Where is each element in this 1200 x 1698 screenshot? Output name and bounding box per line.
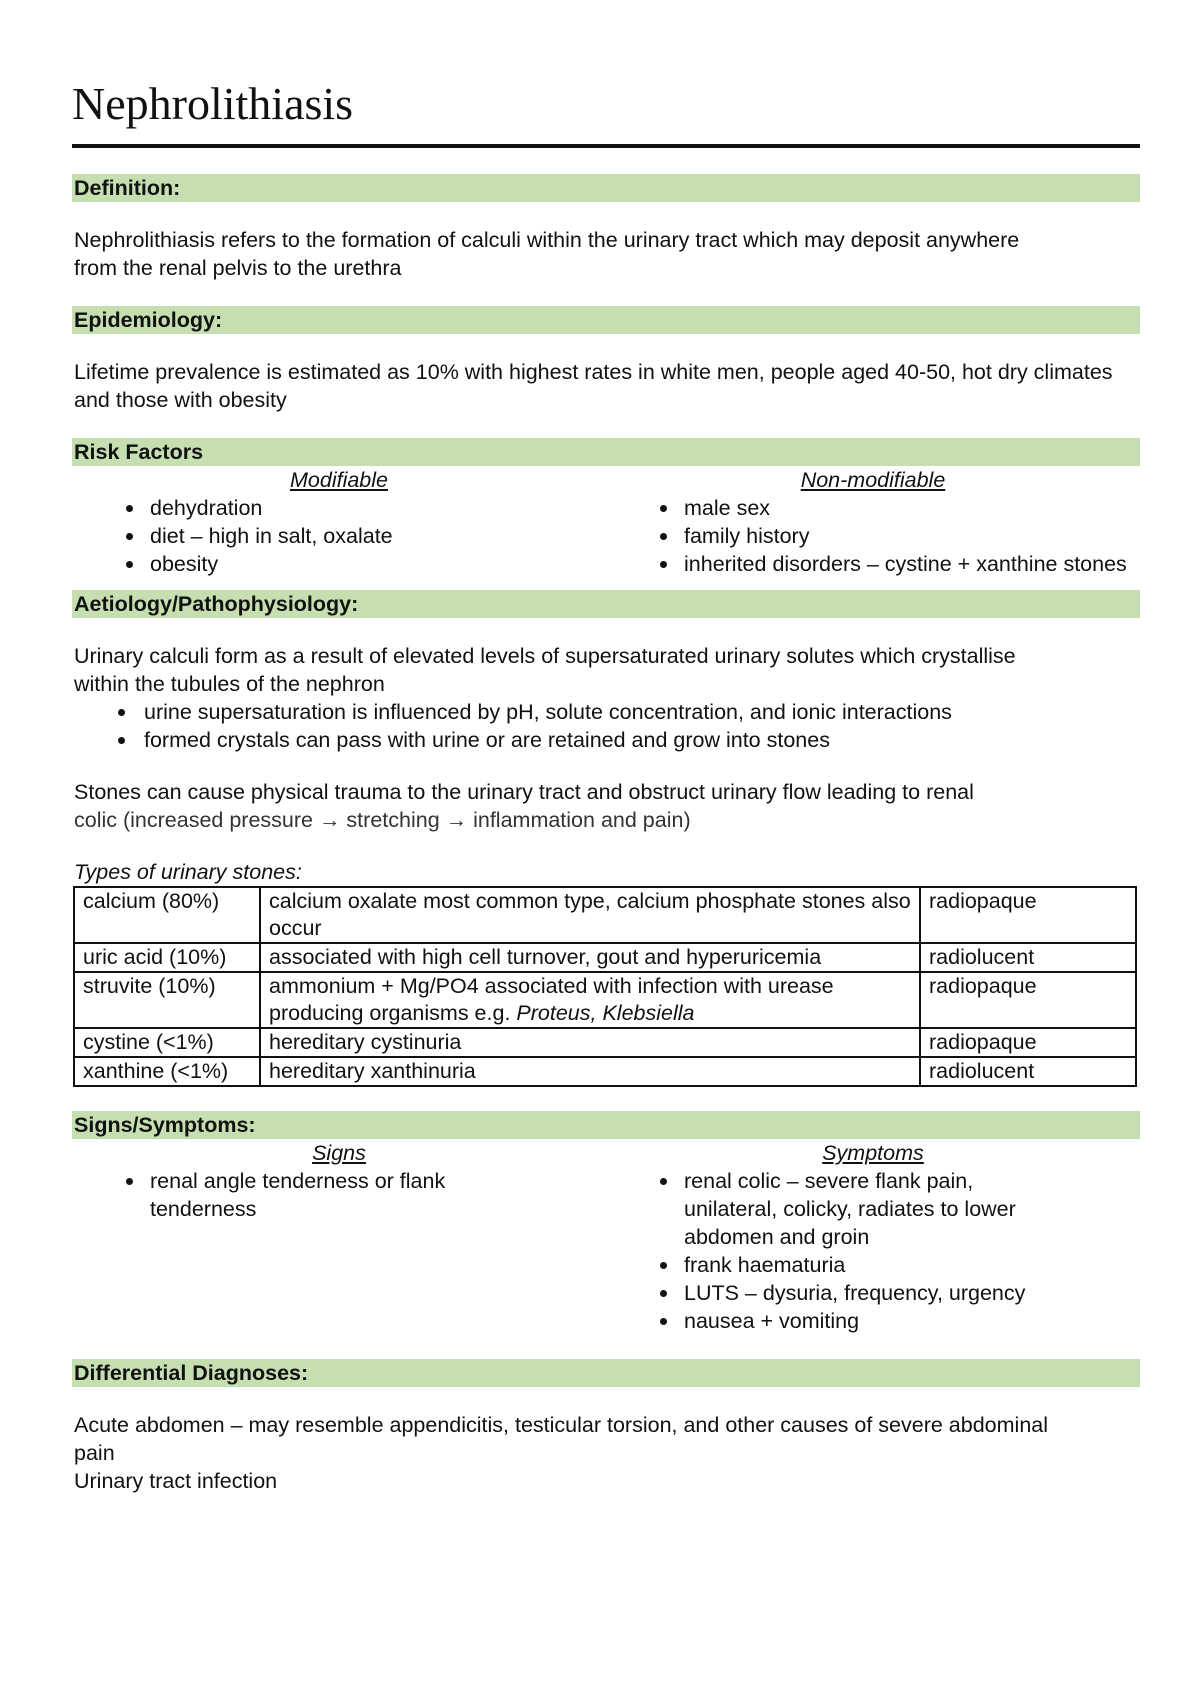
symptoms-title: Symptoms	[822, 1141, 924, 1165]
modifiable-title: Modifiable	[290, 468, 388, 492]
stone-types-caption: Types of urinary stones:	[74, 860, 302, 884]
table-row	[74, 887, 1136, 943]
differential-line-2: Urinary tract infection	[74, 1469, 278, 1493]
list-item: nausea + vomiting	[606, 1307, 1066, 1335]
stone-type-cell: uric acid (10%)	[74, 943, 260, 972]
stone-radio-cell: radiolucent	[920, 1057, 1136, 1086]
table-row	[74, 943, 1136, 972]
symptoms-list	[606, 1167, 1066, 1335]
epidemiology-header: Epidemiology:	[72, 306, 1140, 334]
stone-desc-cell	[260, 1028, 920, 1057]
trauma-text-line-1: Stones can cause physical trauma to the urinary tract and obstruct urinary flow leading to renal	[74, 780, 974, 804]
risk-factors-header: Risk Factors	[72, 438, 1140, 466]
table-row	[74, 1028, 1136, 1057]
stone-desc-text: hereditary cystinuria	[269, 1030, 462, 1054]
epidemiology-text: Lifetime prevalence is estimated as 10% with highest rates in white men, people aged 40-50, hot dry climates and those with obesity	[74, 360, 1113, 412]
list-item: urine supersaturation is influenced by pH, solute concentration, and ionic interactions	[72, 698, 1140, 726]
non-modifiable-column	[606, 466, 1140, 578]
stone-type-cell: xanthine (<1%)	[74, 1057, 260, 1086]
modifiable-column	[72, 466, 606, 578]
stone-desc-text: calcium oxalate most common type, calcium phosphate stones also occur	[269, 889, 911, 940]
aetiology-bullets	[72, 698, 1140, 754]
differential-line-1: Acute abdomen – may resemble appendicitis, testicular torsion, and other causes of severe abdominal pain	[74, 1413, 1049, 1465]
signs-list	[72, 1167, 512, 1223]
signs-column	[72, 1139, 606, 1335]
aetiology-intro: Urinary calculi form as a result of elevated levels of supersaturated urinary solutes which crystallise within the tubules of the nephron	[74, 644, 1016, 696]
stone-type-cell: cystine (<1%)	[74, 1028, 260, 1057]
list-item: family history	[606, 522, 1140, 550]
stone-desc-cell	[260, 887, 920, 943]
list-item: diet – high in salt, oxalate	[72, 522, 606, 550]
differential-header: Differential Diagnoses:	[72, 1359, 1140, 1387]
page-title: Nephrolithiasis	[72, 78, 1140, 148]
signs-symptoms-header: Signs/Symptoms:	[72, 1111, 1140, 1139]
document-page	[72, 0, 1140, 1495]
stone-types-table	[73, 886, 1137, 1087]
list-item: frank haematuria	[606, 1251, 1066, 1279]
list-item: dehydration	[72, 494, 606, 522]
table-row	[74, 972, 1136, 1028]
stone-desc-text: ammonium + Mg/PO4 associated with infection with urease producing organisms e.g.	[269, 974, 834, 1025]
stone-desc-cell	[260, 972, 920, 1028]
non-modifiable-title: Non-modifiable	[800, 468, 946, 492]
list-item: formed crystals can pass with urine or are retained and grow into stones	[72, 726, 1140, 754]
stone-type-cell: struvite (10%)	[74, 972, 260, 1028]
stone-radio-cell: radiopaque	[920, 1028, 1136, 1057]
definition-text: Nephrolithiasis refers to the formation of calculi within the urinary tract which may deposit anywhere from the renal pelvis to the urethra	[74, 228, 1020, 280]
table-row	[74, 1057, 1136, 1086]
stone-desc-cell	[260, 943, 920, 972]
risk-factors-columns	[72, 466, 1140, 578]
stone-radio-cell: radiopaque	[920, 887, 1136, 943]
list-item: LUTS – dysuria, frequency, urgency	[606, 1279, 1066, 1307]
stone-type-cell: calcium (80%)	[74, 887, 260, 943]
symptoms-column	[606, 1139, 1140, 1335]
stone-desc-text: associated with high cell turnover, gout and hyperuricemia	[269, 945, 822, 969]
list-item: obesity	[72, 550, 606, 578]
list-item: inherited disorders – cystine + xanthine stones	[606, 550, 1140, 578]
definition-header: Definition:	[72, 174, 1140, 202]
list-item: male sex	[606, 494, 1140, 522]
signs-title: Signs	[312, 1141, 366, 1165]
stone-radio-cell: radiolucent	[920, 943, 1136, 972]
list-item: renal colic – severe flank pain, unilateral, colicky, radiates to lower abdomen and groin	[606, 1167, 1066, 1251]
aetiology-header: Aetiology/Pathophysiology:	[72, 590, 1140, 618]
modifiable-list	[72, 494, 606, 578]
stone-desc-text: hereditary xanthinuria	[269, 1059, 476, 1083]
stone-desc-organisms: Proteus, Klebsiella	[516, 1001, 695, 1025]
stone-radio-cell: radiopaque	[920, 972, 1136, 1028]
trauma-text-line-2: colic (increased pressure → stretching → inflammation and pain)	[74, 808, 691, 832]
stone-desc-cell	[260, 1057, 920, 1086]
list-item: renal angle tenderness or flank tenderness	[72, 1167, 512, 1223]
non-modifiable-list	[606, 494, 1140, 578]
signs-symptoms-columns	[72, 1139, 1140, 1335]
